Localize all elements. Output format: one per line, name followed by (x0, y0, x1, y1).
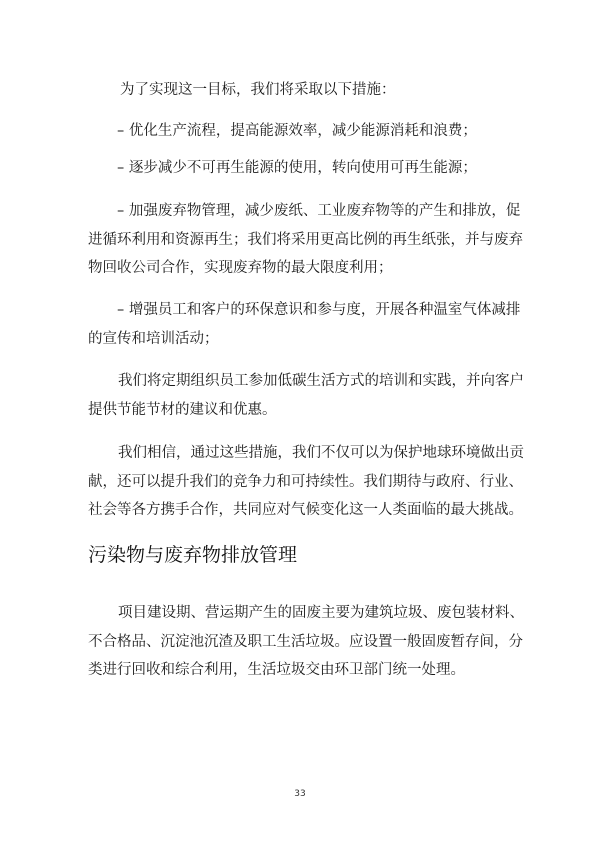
measure-line: 物回收公司合作，实现废弃物的最大限度利用； (88, 260, 393, 276)
paragraph-line: 类进行回收和综合利用，生活垃圾交由环卫部门统一处理。 (88, 662, 465, 678)
paragraph-line: 不合格品、沉淀池沉渣及职工生活垃圾。应设置一般固废暂存间，分 (88, 633, 523, 650)
measure-line: – 逐步减少不可再生能源的使用，转向使用可再生能源； (117, 160, 477, 176)
page-number: 33 (294, 789, 306, 799)
section-heading: 污染物与废弃物排放管理 (88, 544, 298, 566)
intro-paragraph (120, 76, 396, 105)
intro-text: 为了实现这一目标，我们将采取以下措施： (120, 82, 396, 98)
measure-item-3 (88, 197, 523, 283)
measure-item-1 (117, 117, 477, 146)
measure-line: 进循环利用和资源再生；我们将采用更高比例的再生纸张，并与废弃 (88, 231, 523, 248)
belief-paragraph (88, 439, 524, 525)
section-paragraph (88, 599, 524, 685)
paragraph-line: 献，还可以提升我们的竞争力和可持续性。我们期待与政府、行业、 (88, 473, 523, 490)
measure-line: – 加强废弃物管理，减少废纸、工业废弃物等的产生和排放，促 (117, 203, 521, 219)
training-paragraph (88, 367, 524, 424)
paragraph-line: 项目建设期、营运期产生的固废主要为建筑垃圾、废包装材料、 (118, 605, 524, 621)
measure-item-4 (88, 296, 520, 353)
measure-line: 的宣传和培训活动； (88, 330, 219, 347)
paragraph-line: 提供节能节材的建议和优惠。 (88, 401, 277, 418)
paragraph-line: 我们将定期组织员工参加低碳生活方式的培训和实践，并向客户 (118, 373, 524, 389)
measure-line: – 优化生产流程，提高能源效率，减少能源消耗和浪费； (117, 123, 477, 139)
measure-item-2 (117, 154, 477, 183)
paragraph-line: 我们相信，通过这些措施，我们不仅可以为保护地球环境做出贡 (118, 445, 524, 461)
paragraph-line: 社会等各方携手合作，共同应对气候变化这一人类面临的最大挑战。 (88, 502, 523, 518)
measure-line: – 增强员工和客户的环保意识和参与度，开展各种温室气体减排 (117, 302, 521, 318)
